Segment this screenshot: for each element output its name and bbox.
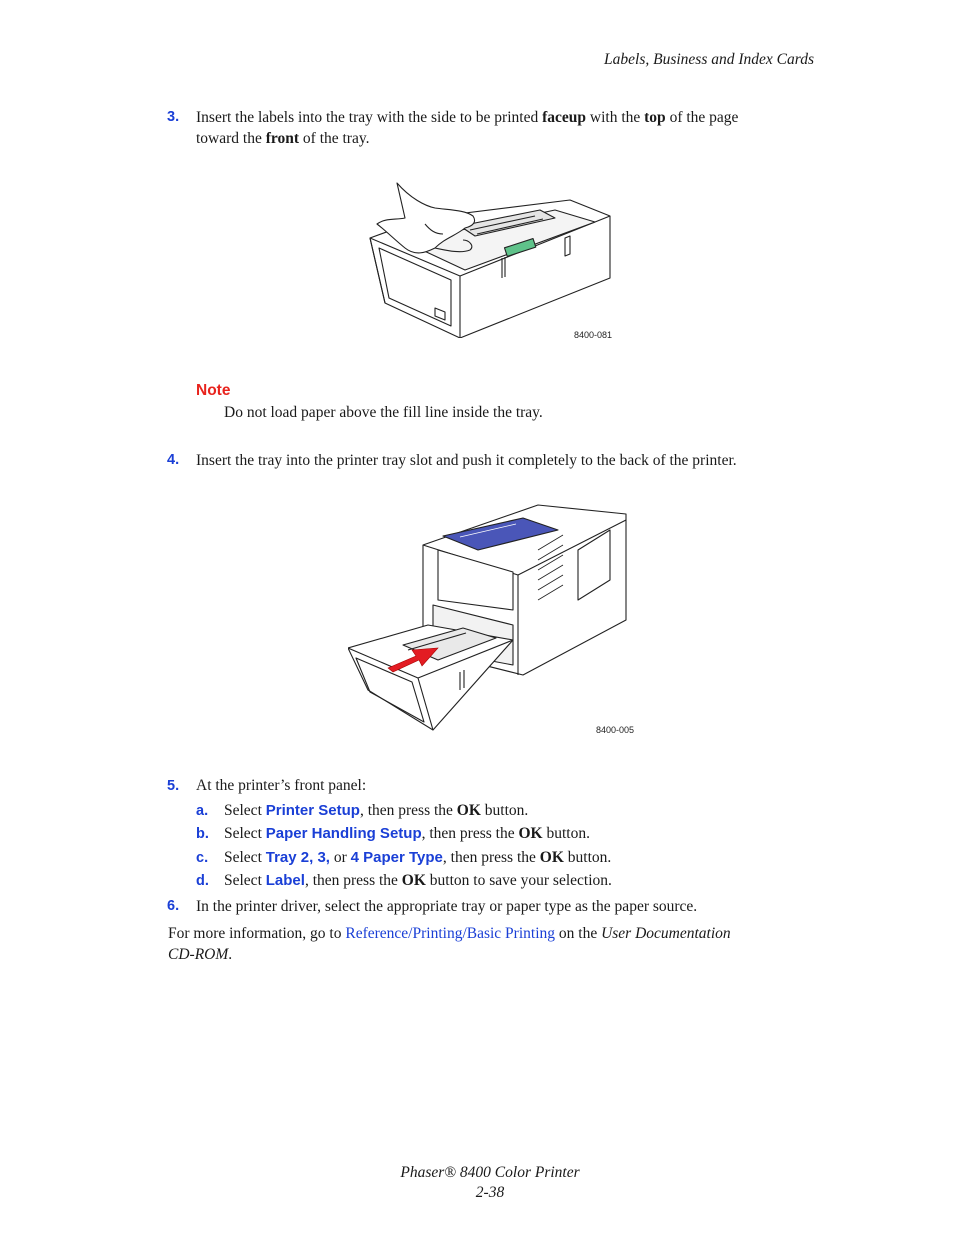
reference-link[interactable]: Reference/Printing/Basic Printing [345, 925, 556, 942]
figure-2-label: 8400-005 [596, 725, 635, 735]
step-5d-number: d. [196, 873, 209, 889]
step-5b-text: Select Paper Handling Setup, then press the OK button. [224, 825, 590, 842]
step-5b-number: b. [196, 826, 209, 842]
step-5-text: At the printer’s front panel: [196, 777, 367, 794]
more-info-paragraph: For more information, go to Reference/Printing/Basic Printing on the User Documentation CD-ROM. [168, 925, 731, 963]
step-4-text: Insert the tray into the printer tray slot and push it completely to the back of the printer. [196, 452, 737, 469]
note-text: Do not load paper above the fill line inside the tray. [224, 404, 543, 421]
footer-product: Phaser® 8400 Color Printer [400, 1164, 580, 1181]
step-3-number: 3. [167, 109, 180, 125]
step-6-number: 6. [167, 898, 180, 914]
step-5-number: 5. [167, 778, 180, 794]
footer-page-number: 2-38 [475, 1184, 505, 1201]
note-heading: Note [196, 382, 231, 399]
step-5a-number: a. [196, 803, 209, 819]
tray-loading-illustration [365, 178, 615, 338]
step-5c-number: c. [196, 850, 209, 866]
running-header: Labels, Business and Index Cards [604, 51, 814, 68]
step-3-text: Insert the labels into the tray with the side to be printed faceup with the top of the page toward the front of the tray. [196, 109, 739, 147]
step-5c-text: Select Tray 2, 3, or 4 Paper Type, then press the OK button. [224, 849, 612, 866]
figure-1-label: 8400-081 [574, 330, 613, 340]
step-5d-text: Select Label, then press the OK button to save your selection. [224, 872, 612, 889]
printer-tray-insert-illustration [348, 500, 633, 740]
step-5a-text: Select Printer Setup, then press the OK button. [224, 802, 529, 819]
step-4-number: 4. [167, 452, 180, 468]
step-6-text: In the printer driver, select the appropriate tray or paper type as the paper source. [196, 898, 698, 915]
